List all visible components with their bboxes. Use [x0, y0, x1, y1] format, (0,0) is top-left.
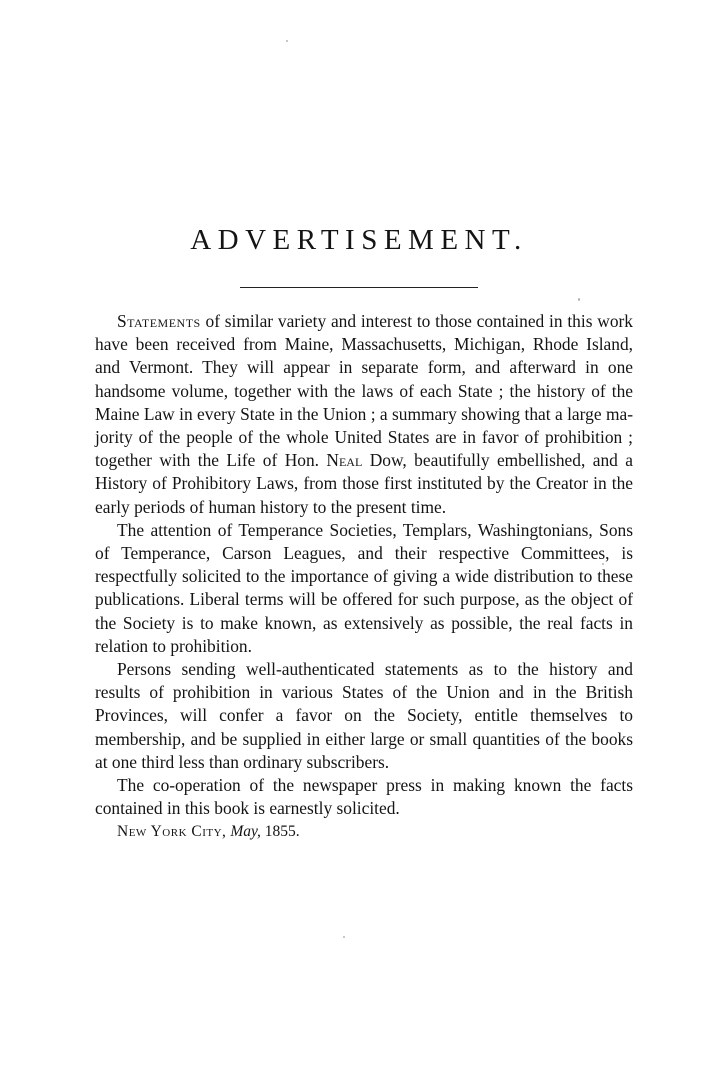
signoff-year: 1855.	[264, 823, 300, 841]
paper-speck	[343, 936, 345, 938]
title-rule	[240, 287, 478, 288]
paper-speck	[602, 563, 604, 565]
advertisement-body	[95, 310, 633, 844]
signoff-month: May,	[230, 823, 261, 841]
signoff-place: New York City,	[117, 823, 227, 841]
page-title: ADVERTISEMENT.	[190, 224, 528, 256]
person-name: Neal	[326, 450, 363, 471]
paragraph-1-text-b: Dow, beautifully embellished, and a History of Prohibitory Laws, from those first instituted by the Creator in the early periods of human history to the present time.	[95, 450, 633, 517]
paper-speck	[578, 298, 580, 301]
paper-speck	[286, 40, 288, 42]
paragraph-3: Persons sending well-authenticated statements as to the history and results of prohibition in various States of the Union and in the British Provinces, will confer a favor on the Society, entitle themselves to membership, and be supplied in either large or small quantities of the books at one third less than ordinary subscribers.	[95, 659, 633, 772]
signoff	[95, 820, 633, 843]
paragraph-1-lead: Statements	[117, 311, 201, 331]
paragraph-4: The co-operation of the newspaper press in making known the facts contained in this book is earnestly solicited.	[95, 775, 633, 819]
paragraph-1-text-a: of similar variety and interest to those contained in this work have been received from Maine, Massachusetts, Michigan, Rhode Island, and Vermont. They will appear in separate form, and afterward in one handsome volume, together with the laws of each State ; the history of the Maine Law in every State in the Union ; a summary showing that a large majority of the people of the whole United States are in favor of prohibition ; together with the Life of Hon.	[95, 311, 633, 471]
paragraph-1	[95, 310, 633, 519]
paragraph-2: The attention of Temperance Societies, Templars, Washingtonians, Sons of Temperance, Carson Leagues, and their respective Committees, is respectfully solicited to the importance of giving a wide distribution to these publications. Liberal terms will be offered for such purpose, as the object of the Society is to make known, as extensively as possible, the real facts in relation to prohibition.	[95, 519, 633, 656]
